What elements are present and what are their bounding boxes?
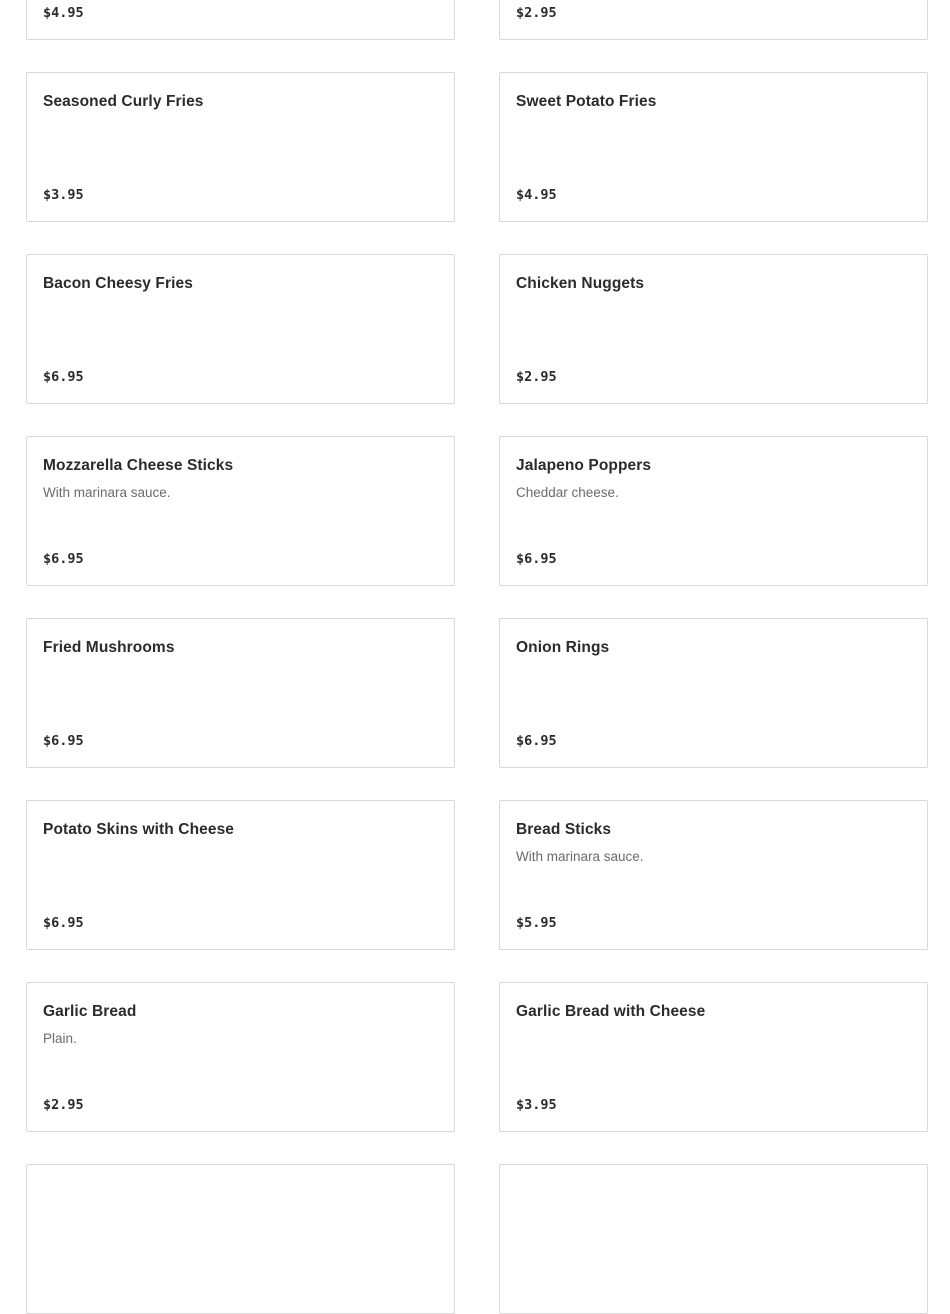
item-price: $3.95 (43, 187, 84, 203)
menu-item-card[interactable] (26, 618, 455, 768)
item-name: Potato Skins with Cheese (43, 821, 235, 838)
item-price: $5.95 (516, 915, 557, 931)
item-name: Seasoned Curly Fries (43, 93, 204, 110)
menu-item-card[interactable] (499, 72, 928, 222)
item-price: $4.95 (43, 5, 84, 21)
menu-item-card[interactable] (499, 0, 928, 40)
item-price: $2.95 (516, 5, 557, 21)
menu-item-card[interactable] (499, 436, 928, 586)
menu-item-card[interactable] (26, 0, 455, 40)
item-price: $3.95 (516, 1097, 557, 1113)
menu-item-card[interactable] (26, 1164, 455, 1314)
menu-item-grid (26, 0, 928, 1314)
item-price: $6.95 (43, 915, 84, 931)
item-name: Garlic Bread (43, 1003, 137, 1020)
item-price: $2.95 (43, 1097, 84, 1113)
menu-item-card[interactable] (26, 436, 455, 586)
item-price: $6.95 (516, 733, 557, 749)
item-description: With marinara sauce. (516, 849, 644, 864)
menu-item-card[interactable] (26, 800, 455, 950)
item-name: Sweet Potato Fries (516, 93, 657, 110)
menu-item-card[interactable] (499, 982, 928, 1132)
menu-item-card[interactable] (499, 1164, 928, 1314)
menu-item-card[interactable] (26, 72, 455, 222)
item-name: Jalapeno Poppers (516, 457, 652, 474)
menu-item-card[interactable] (26, 982, 455, 1132)
menu-item-card[interactable] (499, 254, 928, 404)
item-price: $6.95 (516, 551, 557, 567)
item-description: With marinara sauce. (43, 485, 171, 500)
item-price: $6.95 (43, 733, 84, 749)
item-name: Fried Mushrooms (43, 639, 175, 656)
menu-item-card[interactable] (26, 254, 455, 404)
item-description: Plain. (43, 1031, 77, 1046)
item-price: $2.95 (516, 369, 557, 385)
item-name: Chicken Nuggets (516, 275, 645, 292)
menu-item-card[interactable] (499, 800, 928, 950)
item-price: $6.95 (43, 551, 84, 567)
item-name: Onion Rings (516, 639, 610, 656)
item-price: $6.95 (43, 369, 84, 385)
item-name: Mozzarella Cheese Sticks (43, 457, 234, 474)
item-name: Bread Sticks (516, 821, 612, 838)
menu-item-card[interactable] (499, 618, 928, 768)
item-name: Garlic Bread with Cheese (516, 1003, 706, 1020)
item-name: Bacon Cheesy Fries (43, 275, 193, 292)
item-price: $4.95 (516, 187, 557, 203)
item-description: Cheddar cheese. (516, 485, 619, 500)
